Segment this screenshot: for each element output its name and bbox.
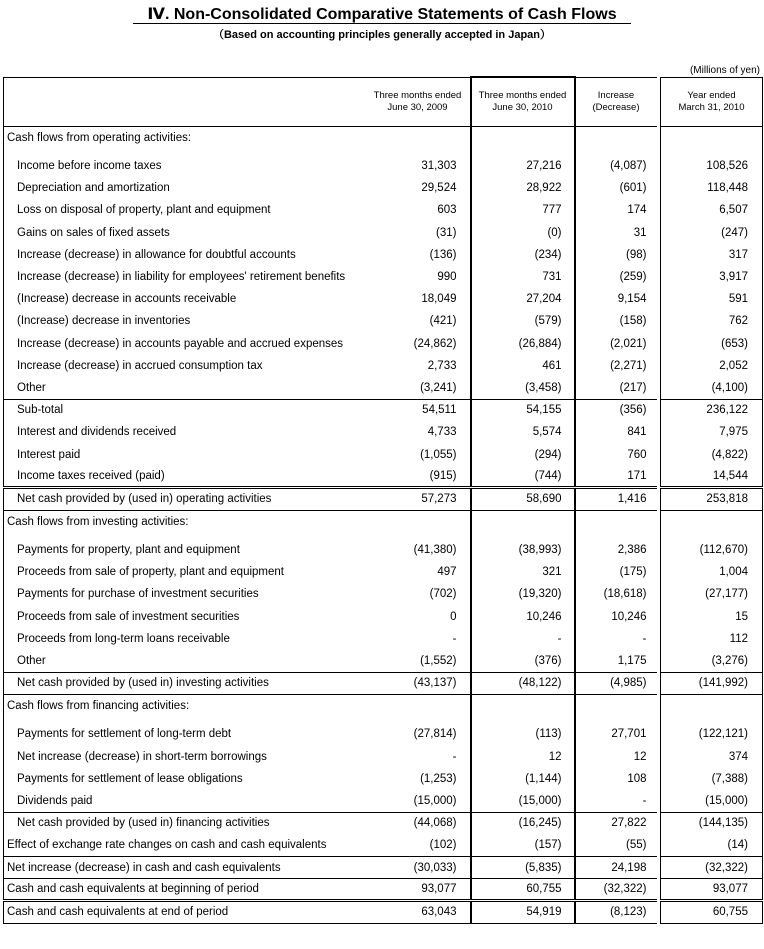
value-year-ended-2010: 93,077 [661, 879, 763, 901]
page-title-text: Ⅳ. Non-Consolidated Comparative Statements of Cash Flows [133, 6, 630, 24]
value-three-months-2009: (136) [429, 248, 457, 261]
value-increase-decrease: 27,822 [611, 817, 647, 830]
row-label: Cash flows from financing activities: [4, 694, 366, 717]
row-label: (Increase) decrease in accounts receivable [4, 288, 366, 310]
row-label: Payments for purchase of investment securities [4, 583, 366, 605]
value-year-ended-2010: 1,004 [661, 561, 763, 583]
page-subtitle: （Based on accounting principles generally accepted in Japan） [212, 29, 552, 41]
table-row [4, 266, 763, 288]
value-year-ended-2010: (141,992) [661, 672, 763, 694]
cash-flow-table [3, 76, 763, 924]
value-increase-decrease: 841 [627, 426, 647, 439]
row-label: Dividends paid [4, 790, 366, 812]
value-increase-decrease: 2,386 [617, 544, 647, 557]
column-header-label [4, 77, 366, 126]
value-year-ended-2010 [661, 694, 763, 717]
table-row [4, 856, 763, 878]
value-year-ended-2010: (653) [661, 333, 763, 355]
row-label: Net cash provided by (used in) investing activities [4, 672, 366, 694]
value-year-ended-2010: 762 [661, 310, 763, 332]
cash-flow-table-container [3, 76, 762, 924]
value-increase-decrease: (4,985) [610, 677, 647, 690]
value-increase-decrease: 9,154 [617, 293, 647, 306]
value-three-months-2010 [471, 694, 575, 717]
row-label: Interest paid [4, 443, 366, 465]
value-increase-decrease: 760 [627, 448, 647, 461]
value-three-months-2010: (376) [471, 650, 575, 672]
value-three-months-2010: 321 [471, 561, 575, 583]
value-three-months-2009: (43,137) [413, 677, 457, 690]
value-year-ended-2010: 108,526 [661, 155, 763, 177]
table-row [4, 834, 763, 856]
value-year-ended-2010: (32,322) [661, 856, 763, 878]
table-row [4, 310, 763, 332]
value-three-months-2009 [366, 510, 471, 533]
value-year-ended-2010: 317 [661, 244, 763, 266]
row-label: Sub-total [4, 399, 366, 421]
row-label: Increase (decrease) in accounts payable and accrued expenses [4, 333, 366, 355]
table-row [4, 333, 763, 355]
value-three-months-2009: (1,253) [420, 772, 457, 785]
value-year-ended-2010: (4,822) [661, 443, 763, 465]
value-year-ended-2010: (4,100) [661, 377, 763, 399]
column-header-three-months-2010 [471, 77, 575, 126]
value-increase-decrease: (55) [575, 834, 657, 856]
table-row [4, 672, 763, 694]
cash-flow-table-body [4, 126, 763, 923]
value-three-months-2010: (234) [471, 244, 575, 266]
row-label: Cash and cash equivalents at end of period [4, 901, 366, 923]
value-year-ended-2010: 2,052 [661, 355, 763, 377]
value-year-ended-2010: 7,975 [661, 421, 763, 443]
value-three-months-2009: (30,033) [366, 856, 471, 878]
value-three-months-2010: (38,993) [471, 539, 575, 561]
row-label: Income taxes received (paid) [4, 466, 366, 488]
row-label: Gains on sales of fixed assets [4, 222, 366, 244]
value-three-months-2010: 27,216 [471, 155, 575, 177]
value-three-months-2010: 461 [471, 355, 575, 377]
value-three-months-2010: (1,144) [471, 768, 575, 790]
row-label: Proceeds from sale of property, plant and equipment [4, 561, 366, 583]
value-three-months-2010: 27,204 [471, 288, 575, 310]
value-increase-decrease: 108 [627, 772, 647, 785]
value-year-ended-2010 [661, 510, 763, 533]
value-year-ended-2010: 591 [661, 288, 763, 310]
value-three-months-2009 [366, 694, 471, 717]
column-header-line1: Year ended [687, 89, 736, 101]
table-row [4, 901, 763, 923]
value-year-ended-2010: 14,544 [661, 466, 763, 488]
value-increase-decrease: (8,123) [575, 901, 657, 923]
table-row [4, 561, 763, 583]
value-three-months-2009: 57,273 [421, 493, 457, 506]
page-title [0, 4, 764, 24]
value-three-months-2009: (1,055) [420, 448, 457, 461]
table-row [4, 155, 763, 177]
value-year-ended-2010: 118,448 [661, 177, 763, 199]
value-year-ended-2010: 60,755 [661, 901, 763, 923]
row-label: (Increase) decrease in inventories [4, 310, 366, 332]
value-three-months-2009: (1,552) [366, 650, 471, 672]
row-label: Cash and cash equivalents at beginning of period [4, 879, 366, 901]
value-three-months-2010: (294) [471, 443, 575, 465]
row-label: Interest and dividends received [4, 421, 366, 443]
value-increase-decrease: 1,175 [575, 650, 657, 672]
value-year-ended-2010: 6,507 [661, 199, 763, 221]
table-row [4, 399, 763, 421]
value-three-months-2009: 31,303 [421, 160, 457, 173]
value-year-ended-2010: (27,177) [661, 583, 763, 605]
table-row [4, 488, 763, 510]
value-year-ended-2010: (247) [661, 222, 763, 244]
value-three-months-2009: - [452, 750, 457, 763]
value-three-months-2010: 28,922 [471, 177, 575, 199]
value-three-months-2009: 497 [437, 566, 457, 579]
table-row [4, 723, 763, 745]
value-three-months-2010: (744) [471, 466, 575, 488]
unit-label: (Millions of yen) [689, 65, 760, 76]
value-three-months-2010 [471, 126, 575, 149]
value-three-months-2009: 54,511 [422, 404, 457, 417]
value-three-months-2009: (702) [429, 588, 457, 601]
value-three-months-2009: 18,049 [421, 293, 457, 306]
value-three-months-2010: (16,245) [471, 812, 575, 834]
value-three-months-2009: (41,380) [413, 544, 457, 557]
row-label: Net increase (decrease) in cash and cash equivalents [4, 856, 366, 878]
section-header-row [4, 510, 763, 533]
value-three-months-2010: (48,122) [471, 672, 575, 694]
value-three-months-2009: - [452, 632, 457, 645]
value-year-ended-2010: 374 [661, 746, 763, 768]
value-three-months-2010: (0) [471, 222, 575, 244]
value-three-months-2010: (579) [471, 310, 575, 332]
value-three-months-2009: (44,068) [413, 817, 457, 830]
section-header-row [4, 126, 763, 149]
row-label: Increase (decrease) in accrued consumption tax [4, 355, 366, 377]
value-three-months-2010: (113) [471, 723, 575, 745]
value-three-months-2010: 777 [471, 199, 575, 221]
value-year-ended-2010 [661, 126, 763, 149]
row-label: Cash flows from investing activities: [4, 510, 366, 533]
value-increase-decrease: 174 [627, 204, 647, 217]
row-label: Increase (decrease) in liability for employees' retirement benefits [4, 266, 366, 288]
value-three-months-2009 [366, 126, 471, 149]
value-three-months-2010: 731 [471, 266, 575, 288]
value-three-months-2009: (15,000) [366, 790, 471, 812]
row-label: Effect of exchange rate changes on cash and cash equivalents [4, 834, 366, 856]
table-row [4, 177, 763, 199]
value-year-ended-2010: 15 [661, 606, 763, 628]
value-year-ended-2010: (144,135) [661, 812, 763, 834]
value-year-ended-2010: (112,670) [661, 539, 763, 561]
value-three-months-2010: (157) [471, 834, 575, 856]
value-three-months-2009: 29,524 [421, 182, 457, 195]
table-row [4, 746, 763, 768]
value-three-months-2009: 0 [450, 610, 457, 623]
value-increase-decrease: 31 [633, 226, 647, 239]
value-increase-decrease: (4,087) [610, 160, 647, 173]
table-row [4, 222, 763, 244]
value-three-months-2009: 4,733 [427, 426, 457, 439]
row-label: Net cash provided by (used in) financing activities [4, 812, 366, 834]
value-increase-decrease: (601) [619, 182, 647, 195]
table-row [4, 421, 763, 443]
column-header-line1: Three months ended [373, 89, 462, 101]
column-header-increase-decrease [575, 77, 657, 126]
value-three-months-2010: 54,919 [471, 901, 575, 923]
value-increase-decrease: 10,246 [611, 610, 647, 623]
value-three-months-2009: 63,043 [366, 901, 471, 923]
value-three-months-2010: 60,755 [471, 879, 575, 901]
value-increase-decrease: 1,416 [617, 493, 647, 506]
value-increase-decrease: (259) [619, 271, 647, 284]
value-three-months-2009: 93,077 [366, 879, 471, 901]
value-three-months-2010: (26,884) [471, 333, 575, 355]
value-three-months-2009: (915) [366, 466, 471, 488]
table-row [4, 539, 763, 561]
table-row [4, 244, 763, 266]
value-year-ended-2010: (3,276) [661, 650, 763, 672]
value-three-months-2009: 990 [437, 271, 457, 284]
row-label: Other [4, 650, 366, 672]
value-increase-decrease: - [642, 632, 647, 645]
column-header-line2: June 30, 2009 [387, 101, 448, 113]
column-header-line1: Three months ended [478, 89, 567, 101]
table-row [4, 790, 763, 812]
table-row [4, 466, 763, 488]
value-three-months-2009: (3,241) [366, 377, 471, 399]
row-label: Payments for property, plant and equipment [4, 539, 366, 561]
value-three-months-2009: (24,862) [413, 337, 457, 350]
value-increase-decrease: (18,618) [603, 588, 647, 601]
value-year-ended-2010: (122,121) [661, 723, 763, 745]
row-label: Proceeds from long-term loans receivable [4, 628, 366, 650]
value-three-months-2010: 5,574 [471, 421, 575, 443]
value-increase-decrease: 27,701 [611, 728, 647, 741]
value-three-months-2010: (19,320) [471, 583, 575, 605]
row-label: Other [4, 377, 366, 399]
row-label: Loss on disposal of property, plant and equipment [4, 199, 366, 221]
table-row [4, 355, 763, 377]
row-label: Net increase (decrease) in short-term borrowings [4, 746, 366, 768]
value-increase-decrease: - [575, 790, 657, 812]
table-row [4, 377, 763, 399]
table-row [4, 879, 763, 901]
value-increase-decrease: 12 [633, 750, 647, 763]
value-increase-decrease: (98) [626, 248, 647, 261]
row-label: Depreciation and amortization [4, 177, 366, 199]
value-year-ended-2010: (15,000) [661, 790, 763, 812]
value-increase-decrease: (175) [619, 566, 647, 579]
value-increase-decrease: (356) [619, 404, 647, 417]
value-increase-decrease [575, 694, 657, 717]
value-three-months-2009: 603 [437, 204, 457, 217]
column-header-line2: (Decrease) [592, 101, 640, 113]
value-increase-decrease: (32,322) [575, 879, 657, 901]
value-year-ended-2010: 3,917 [661, 266, 763, 288]
table-row [4, 768, 763, 790]
value-year-ended-2010: 253,818 [661, 488, 763, 510]
value-increase-decrease: 171 [575, 466, 657, 488]
row-label: Increase (decrease) in allowance for doubtful accounts [4, 244, 366, 266]
value-three-months-2010: (5,835) [471, 856, 575, 878]
value-three-months-2010: 10,246 [471, 606, 575, 628]
value-three-months-2010 [471, 510, 575, 533]
column-header-line2: March 31, 2010 [678, 101, 745, 113]
value-three-months-2009: (27,814) [413, 728, 457, 741]
value-three-months-2010: 54,155 [471, 399, 575, 421]
row-label: Payments for settlement of lease obligations [4, 768, 366, 790]
row-label: Proceeds from sale of investment securities [4, 606, 366, 628]
table-row [4, 606, 763, 628]
value-year-ended-2010: 112 [661, 628, 763, 650]
value-increase-decrease [575, 126, 657, 149]
value-three-months-2010: 12 [471, 746, 575, 768]
column-header-line1: Increase [597, 89, 635, 101]
value-increase-decrease: (158) [619, 315, 647, 328]
value-three-months-2009: 2,733 [427, 359, 457, 372]
value-increase-decrease: 24,198 [575, 856, 657, 878]
value-year-ended-2010: (14) [661, 834, 763, 856]
table-row [4, 199, 763, 221]
row-label: Payments for settlement of long-term debt [4, 723, 366, 745]
value-increase-decrease: (217) [575, 377, 657, 399]
value-three-months-2010: 58,690 [471, 488, 575, 510]
column-header-row [4, 77, 763, 126]
value-three-months-2009: (102) [366, 834, 471, 856]
value-three-months-2010: - [471, 628, 575, 650]
table-row [4, 288, 763, 310]
table-row [4, 650, 763, 672]
row-label: Net cash provided by (used in) operating activities [4, 488, 366, 510]
value-three-months-2010: (3,458) [471, 377, 575, 399]
value-increase-decrease: (2,271) [610, 359, 647, 372]
table-row [4, 443, 763, 465]
value-three-months-2010: (15,000) [471, 790, 575, 812]
table-row [4, 583, 763, 605]
value-increase-decrease [575, 510, 657, 533]
value-three-months-2009: (421) [429, 315, 457, 328]
value-three-months-2009: (31) [436, 226, 457, 239]
table-row [4, 812, 763, 834]
column-header-year-ended-2010 [661, 77, 763, 126]
value-increase-decrease: (2,021) [610, 337, 647, 350]
column-header-three-months-2009 [366, 77, 471, 126]
row-label: Cash flows from operating activities: [4, 126, 366, 149]
value-year-ended-2010: (7,388) [661, 768, 763, 790]
column-header-line2: June 30, 2010 [492, 101, 553, 113]
table-row [4, 628, 763, 650]
section-header-row [4, 694, 763, 717]
value-year-ended-2010: 236,122 [661, 399, 763, 421]
row-label: Income before income taxes [4, 155, 366, 177]
